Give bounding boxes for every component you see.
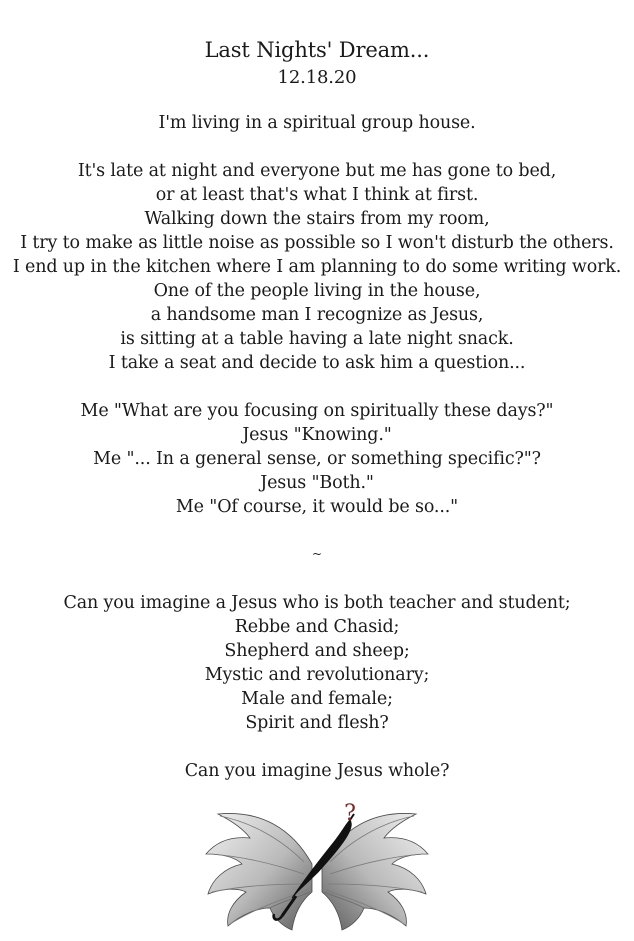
closing-line: Can you imagine Jesus whole? [184, 761, 450, 781]
stanza-line: Mystic and revolutionary; [204, 665, 430, 685]
stanza-line: is sitting at a table having a late night snack. [120, 329, 514, 349]
dialogue-line: Me "... In a general sense, or something specific?"? [93, 449, 541, 469]
stanza-line: One of the people living in the house, [153, 281, 481, 301]
left-wing [206, 813, 312, 930]
poem-intro-line: I'm living in a spiritual group house. [158, 113, 476, 133]
stanza-line: Can you imagine a Jesus who is both teacher and student; [63, 593, 571, 613]
winged-umbrella-question-mark-icon [200, 798, 434, 934]
dialogue-line: Me "What are you focusing on spiritually these days?" [80, 401, 554, 421]
stanza-line: I try to make as little noise as possible so I won't disturb the others. [20, 233, 614, 253]
stanza-line: a handsome man I recognize as Jesus, [150, 305, 484, 325]
section-separator: ~ [312, 547, 322, 561]
stanza-line: Shepherd and sheep; [224, 641, 410, 661]
stanza-line: Rebbe and Chasid; [234, 617, 400, 637]
stanza-line: Walking down the stairs from my room, [144, 209, 490, 229]
dialogue-line: Jesus "Both." [260, 473, 374, 493]
question-mark-icon: ? [344, 801, 356, 826]
stanza-line: Spirit and flesh? [245, 713, 389, 733]
stanza-line: I end up in the kitchen where I am planning to do some writing work. [12, 257, 622, 277]
stanza-line: or at least that's what I think at first. [155, 185, 479, 205]
poem-date: 12.18.20 [277, 67, 357, 88]
right-wing [322, 813, 428, 930]
stanza-line: Male and female; [241, 689, 393, 709]
dialogue-line: Me "Of course, it would be so..." [175, 497, 459, 517]
poem-title: Last Nights' Dream... [204, 38, 430, 62]
stanza-line: I take a seat and decide to ask him a question... [108, 353, 526, 373]
stanza-line: It's late at night and everyone but me has gone to bed, [77, 161, 557, 181]
dialogue-line: Jesus "Knowing." [242, 425, 392, 445]
